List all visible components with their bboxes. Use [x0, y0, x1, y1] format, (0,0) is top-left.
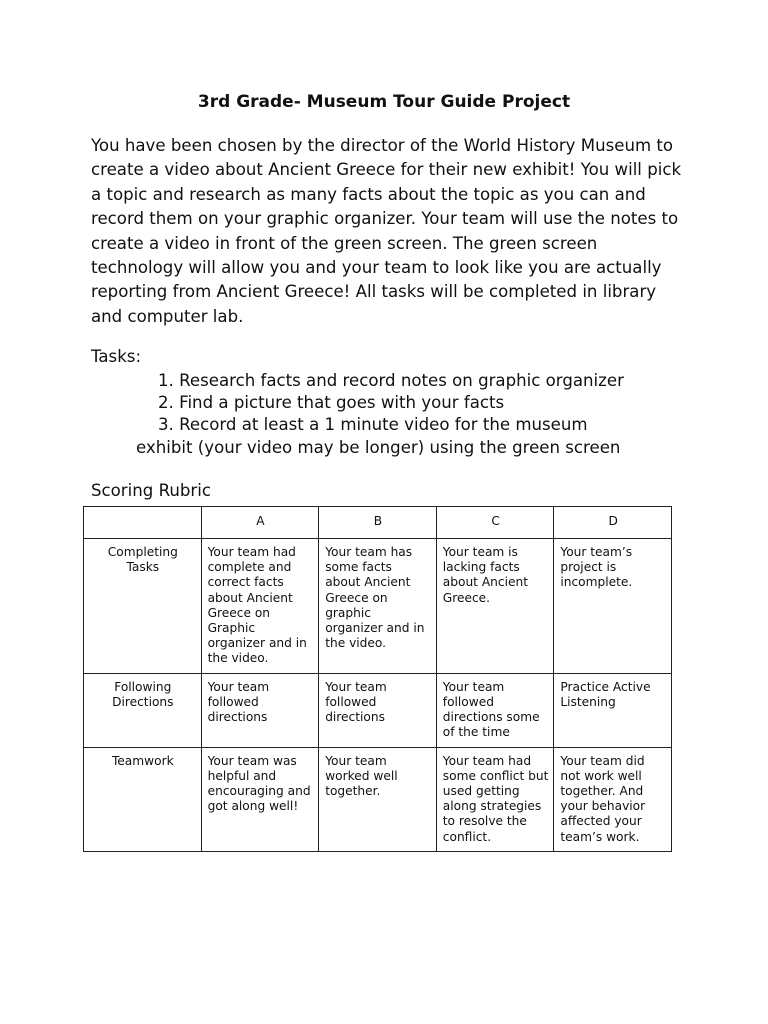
criterion-cell: Following Directions — [84, 673, 202, 747]
table-cell: Practice Active Listening — [554, 673, 672, 747]
table-cell: Your team did not work well together. And your behavior affected your team’s work. — [554, 747, 672, 851]
task-item-1: 1. Research facts and record notes on graphic organizer — [158, 371, 624, 390]
table-cell: Your team worked well together. — [319, 747, 437, 851]
table-header-row — [84, 507, 672, 539]
table-cell: Your team was helpful and encouraging and got along well! — [201, 747, 319, 851]
table-cell: Your team’s project is incomplete. — [554, 539, 672, 674]
page-title: 3rd Grade- Museum Tour Guide Project — [197, 92, 571, 112]
criterion-cell: Completing Tasks — [84, 539, 202, 674]
table-cell: Your team had complete and correct facts about Ancient Greece on Graphic organizer and in the video. — [201, 539, 319, 674]
table-cell: Your team had some conflict but used getting along strategies to resolve the conflict. — [436, 747, 554, 851]
table-cell: Your team followed directions — [319, 673, 437, 747]
table-row — [84, 539, 672, 674]
table-cell: Your team is lacking facts about Ancient Greece. — [436, 539, 554, 674]
criterion-cell: Teamwork — [84, 747, 202, 851]
header-cell-empty — [84, 507, 202, 539]
intro-paragraph: You have been chosen by the director of the World History Museum to create a video about Ancient Greece for their new exhibit! You will pick a topic and research as many facts about the topic as you can and record them on your graphic organizer. Your team will use the notes to create a video in front of the green screen. The green screen technology will allow you and your team to look like you are actually reporting from Ancient Greece! All tasks will be completed in library and computer lab. — [91, 136, 682, 326]
scoring-rubric-table — [83, 506, 672, 852]
header-cell-c: C — [436, 507, 554, 539]
rubric-label: Scoring Rubric — [91, 481, 211, 500]
header-cell-a: A — [201, 507, 319, 539]
header-cell-b: B — [319, 507, 437, 539]
table-row — [84, 673, 672, 747]
table-cell: Your team has some facts about Ancient Greece on graphic organizer and in the video. — [319, 539, 437, 674]
header-cell-d: D — [554, 507, 672, 539]
table-cell: Your team followed directions some of the time — [436, 673, 554, 747]
table-cell: Your team followed directions — [201, 673, 319, 747]
task-item-2: 2. Find a picture that goes with your facts — [158, 393, 505, 412]
task-item-3-continuation: exhibit (your video may be longer) using the green screen — [136, 438, 621, 457]
task-item-3: 3. Record at least a 1 minute video for the museum — [158, 415, 588, 434]
table-row — [84, 747, 672, 851]
tasks-label: Tasks: — [91, 347, 142, 366]
